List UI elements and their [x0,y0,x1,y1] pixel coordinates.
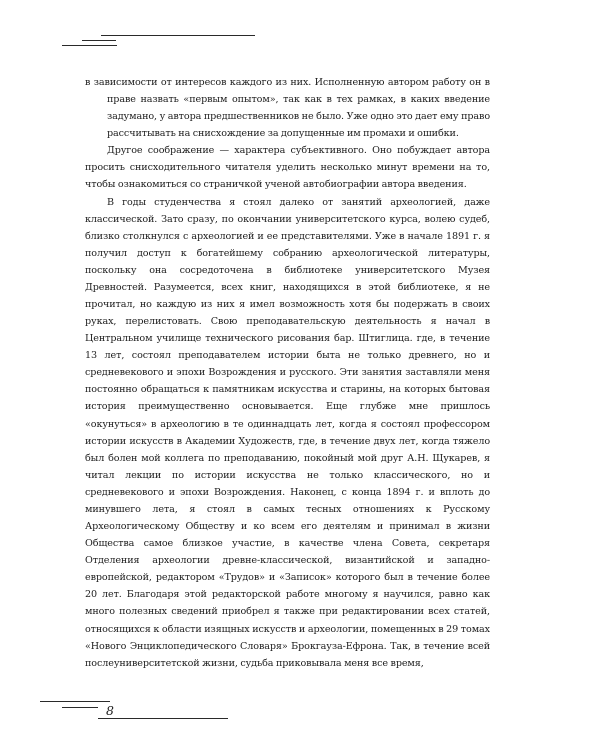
page-number: 8 [106,703,114,718]
paragraph-student-years: В годы студенчества я стоял далеко от занятий археологией, даже классической. Зато сразу, по окончании университетского курса, волею судеб, близко столкнулся с археологией и ее представителями. Уже в начале 1891 г. я получил доступ к богатейшему собранию археологической литературы, поскольку она сосредоточена в библиотеке университетского Музея Древностей. Разумеется, всех книг, находящихся в этой библиотеке, я не прочитал, но каждую из них я имел возможность хотя бы подержать в своих руках, перелистовать. Свою преподавательскую деятельность я начал в Центральном училище технического рисования бар. Штиглица. где, в течение 13 лет, состоял преподавателем истории быта не только древнего, но и средневекового и эпохи Возрождения и русского. Эти занятия заставляли меня постоянно обращаться к памятникам искусства и старины, на которых бытовая история преимущественно основывается. Еще глубже мне пришлось «окунуться» в археологию в те одиннадцать лет, когда я состоял профессором истории искусств в Академии Художеств, где, в течение двух лет, когда тяжело был болен мой коллега по преподаванию, покойный мой друг А.Н. Щукарев, я читал лекции по истории искусства не только классического, но и средневекового и эпохи Возрождения. Наконец, с конца 1894 г. и вплоть до минувшего лета, я стоял в самых тесных отношениях к Русскому Археологическому Обществу и ко всем его деятелям и принимал в жизни Общества самое близкое участие, в качестве члена Совета, секретаря Отделения археологии древне-классической, византийской и западно-европейской, редактором «Трудов» и «Записок» которого был в течение более 20 лет. Благодаря этой редакторской работе многому я научился, равно как много полезных сведений приобрел я также при редактировании всех статей, относящихся к области изящных искусств и археологии, помещенных в 29 томах «Нового Энциклопедического Словаря» Брокгауза-Ефрона. Так, в течение всей послеуниверситетской жизни, судьба приковывала меня все время, [85,196,490,669]
paragraph-continuation: в зависимости от интересов каждого из них. Исполненную автором работу он в праве назвать «первым опытом», так как в тех рамках, в каких введение задумано, у автора предшественников не было. Уже одно это дает ему право рассчитывать на снисхождение за допущенные им промахи и ошибки. [85,77,490,140]
header-rule-mid [82,40,116,41]
body-text [85,74,490,672]
paragraph-second-consideration: Другое соображение — характера субъективного. Оно побуждает автора просить снисходительного читателя уделить несколько минут времени на то, чтобы ознакомиться со страничкой ученой автобиографии автора введения. [85,145,490,191]
footer-rule-right [98,718,228,719]
footer-rule-short [62,707,98,708]
header-rule-long [101,35,255,36]
header-rule-short [62,45,117,46]
footer-rule-long [40,701,110,702]
